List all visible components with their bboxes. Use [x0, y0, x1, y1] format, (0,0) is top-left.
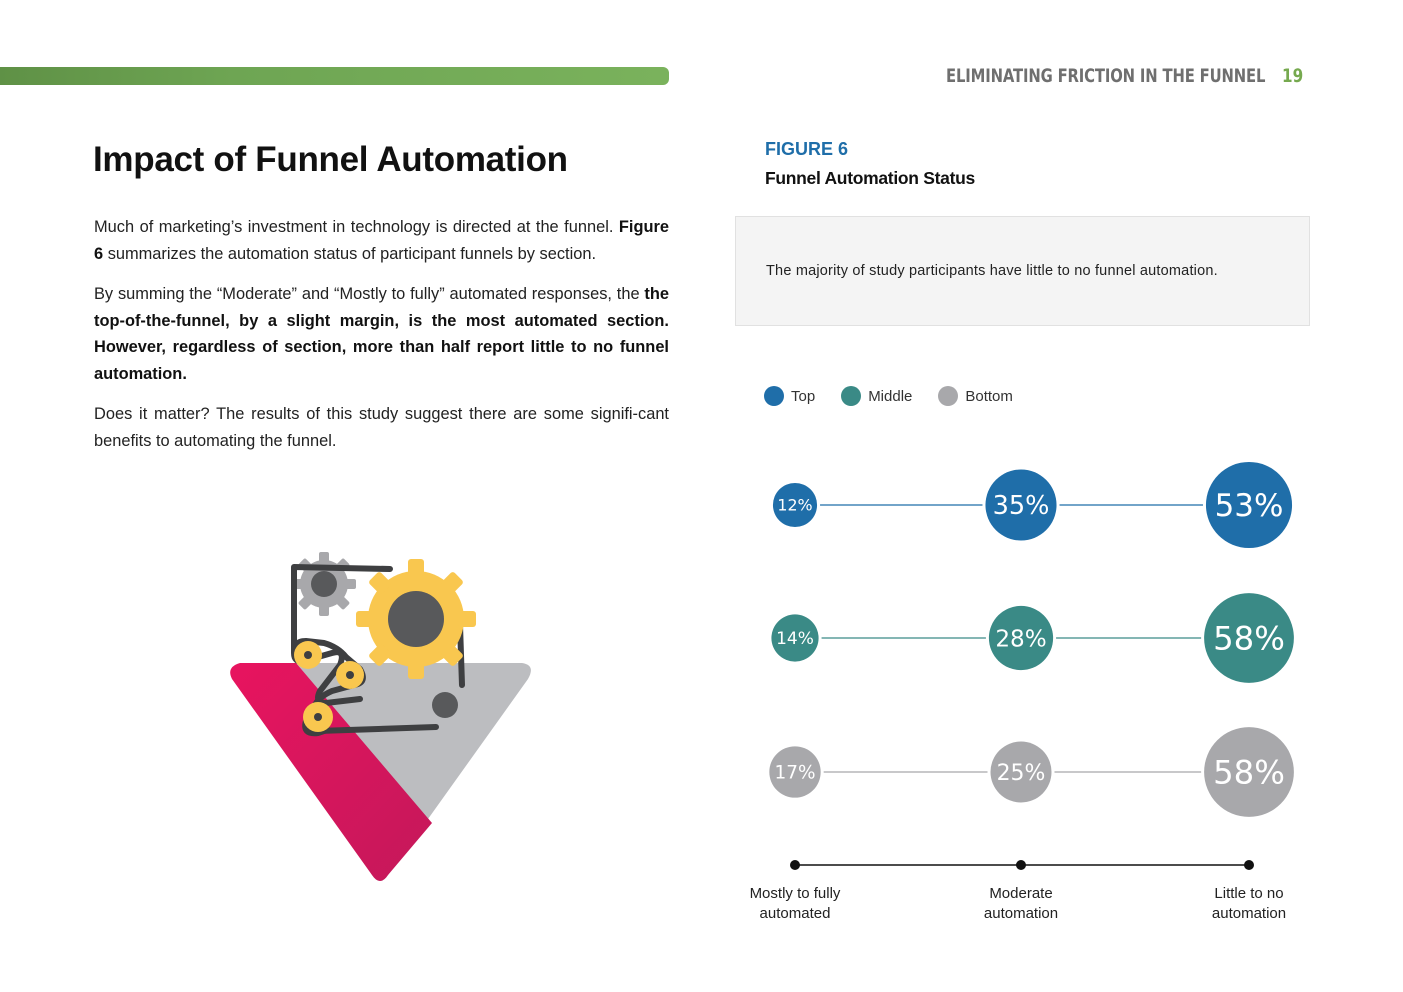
page-number: 19: [1281, 65, 1303, 87]
category-label-0-0: Mostly to fully: [749, 885, 841, 902]
bubble-label-bottom-1: 25%: [996, 760, 1046, 786]
p2-emphasis: the top-of-the-funnel, by a slight margin, is the most automated section. However, regardless of section, more than half report little to no funnel automation.: [94, 285, 669, 383]
p2-text: By summing the “Moderate” and “Mostly to fully” automated responses, the: [94, 285, 640, 303]
funnel-gears-illustration: [222, 545, 542, 890]
legend-swatch-top: [764, 386, 784, 406]
category-label-1-0: Moderate: [989, 885, 1053, 902]
bubble-label-bottom-2: 58%: [1213, 753, 1285, 792]
bubble-label-middle-0: 14%: [776, 629, 814, 650]
article-body: [94, 214, 669, 468]
paragraph-2: [94, 281, 669, 387]
bubble-label-top-0: 12%: [777, 495, 813, 515]
paragraph-1: [94, 214, 669, 267]
p3-text: Does it matter? The results of this study suggest there are some signifi-cant benefits to automating the funnel.: [94, 405, 669, 450]
header-accent-bar: [0, 67, 669, 85]
axis-tick-dot-2: [1244, 860, 1254, 870]
legend-label-middle: Middle: [868, 387, 913, 405]
bubble-label-top-2: 53%: [1214, 488, 1284, 525]
p1-text: Much of marketing’s investment in technology is directed at the funnel.: [94, 218, 614, 236]
running-head: [856, 62, 1308, 90]
gear-grey-icon: [292, 552, 356, 616]
page-title: Impact of Funnel Automation: [93, 140, 568, 179]
bubble-label-top-1: 35%: [992, 491, 1050, 522]
pulley-dark-icon: [432, 692, 458, 718]
legend-item-bottom: [938, 386, 1013, 406]
p1-rest: summarizes the automation status of participant funnels by section.: [107, 244, 597, 263]
category-label-2-1: automation: [1211, 905, 1287, 922]
figure-reference: Figure 6: [94, 218, 670, 263]
gear-yellow-icon: [356, 559, 476, 679]
figure-label: FIGURE 6: [765, 139, 849, 159]
category-label-0-1: automated: [759, 905, 831, 922]
callout-text: The majority of study participants have little to no funnel automation.: [766, 263, 1218, 279]
figure-title: Funnel Automation Status: [765, 168, 975, 188]
bubble-label-bottom-0: 17%: [774, 762, 816, 784]
axis-tick-dot-0: [790, 860, 800, 870]
legend-label-bottom: Bottom: [965, 387, 1013, 405]
legend-swatch-middle: [841, 386, 861, 406]
legend-swatch-bottom: [938, 386, 958, 406]
bubble-label-middle-1: 28%: [995, 626, 1047, 653]
axis-tick-dot-1: [1016, 860, 1026, 870]
category-label-2-0: Little to no: [1214, 885, 1284, 902]
bubble-chart-svg: [730, 440, 1320, 940]
legend-label-top: Top: [791, 387, 816, 405]
legend-item-middle: [841, 386, 912, 406]
chart-legend: [764, 386, 1039, 406]
running-title: ELIMINATING FRICTION IN THE FUNNEL: [946, 65, 1266, 87]
paragraph-3: [94, 401, 669, 454]
category-label-1-1: automation: [983, 905, 1059, 922]
legend-item-top: [764, 386, 815, 406]
bubble-label-middle-2: 58%: [1213, 619, 1285, 658]
bubble-chart: [730, 440, 1320, 940]
figure-callout: [735, 216, 1310, 326]
